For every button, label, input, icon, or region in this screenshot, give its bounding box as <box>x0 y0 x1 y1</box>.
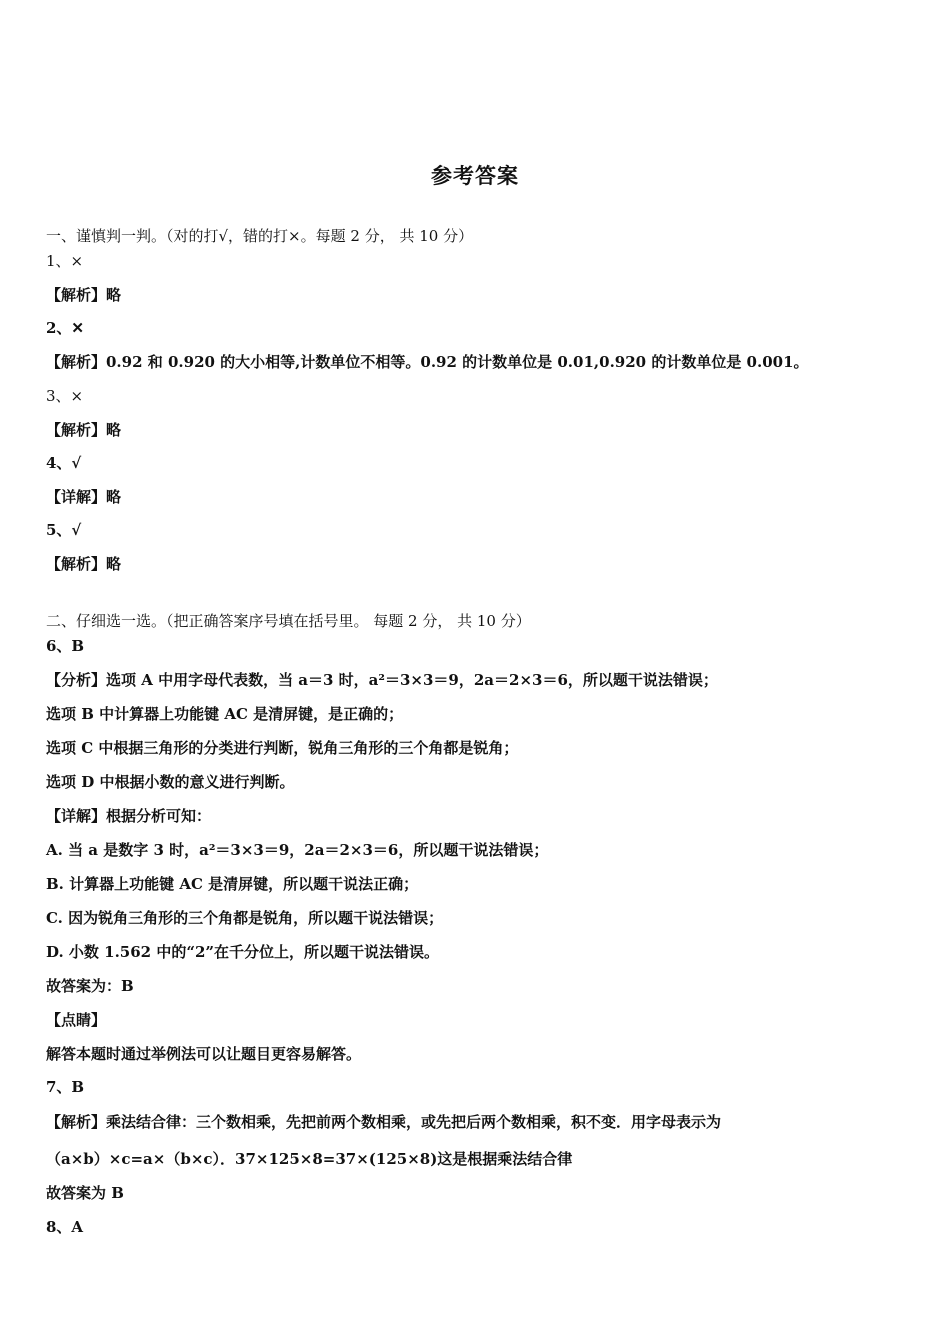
q6-tip: 解答本题时通过举例法可以让题目更容易解答。 <box>46 1045 362 1063</box>
q6-analysis-line: 选项 D 中根据小数的意义进行判断。 <box>46 773 295 791</box>
q1-answer: 1、× <box>46 252 84 270</box>
section1-heading: 一、谨慎判一判。（对的打√，错的打×。每题 2 分， 共 10 分） <box>46 227 474 245</box>
q7-final-answer: 故答案为 B <box>46 1184 124 1202</box>
q3-answer: 3、× <box>46 387 84 405</box>
q1-note: 【解析】略 <box>46 286 122 304</box>
q8-answer: 8、A <box>46 1218 84 1236</box>
q6-answer: 6、B <box>46 637 85 655</box>
q6-detail-line: A. 当 a 是数字 3 时，a²＝3×3＝9，2a＝2×3＝6，所以题干说法错误； <box>46 841 549 859</box>
q6-detail-line: B. 计算器上功能键 AC 是清屏键，所以题干说法正确； <box>46 875 419 893</box>
q6-final-answer: 故答案为：B <box>46 977 134 995</box>
q2-answer: 2、✕ <box>46 319 85 337</box>
q4-answer: 4、√ <box>46 454 82 472</box>
q5-note: 【解析】略 <box>46 555 122 573</box>
q6-analysis-line: 选项 B 中计算器上功能键 AC 是清屏键，是正确的； <box>46 705 404 723</box>
q3-note: 【解析】略 <box>46 421 122 439</box>
q6-detail-line: D. 小数 1.562 中的“2”在千分位上，所以题干说法错误。 <box>46 943 440 961</box>
q6-analysis-line: 选项 C 中根据三角形的分类进行判断，锐角三角形的三个角都是锐角； <box>46 739 519 757</box>
q4-note: 【详解】略 <box>46 488 122 506</box>
page-title: 参考答案 <box>431 163 519 188</box>
q6-tip-title: 【点睛】 <box>46 1011 107 1029</box>
q7-analysis-line: （a×b）×c=a×（b×c）．37×125×8=37×(125×8)这是根据乘法结合律 <box>46 1150 573 1168</box>
q6-detail-line: C. 因为锐角三角形的三个角都是锐角，所以题干说法错误； <box>46 909 444 927</box>
q7-answer: 7、B <box>46 1078 85 1096</box>
q6-detail-title: 【详解】根据分析可知： <box>46 807 212 825</box>
section2-heading: 二、仔细选一选。（把正确答案序号填在括号里。 每题 2 分， 共 10 分） <box>46 612 531 630</box>
q6-analysis-line: 【分析】选项 A 中用字母代表数，当 a＝3 时，a²＝3×3＝9，2a＝2×3＝6，所以题干说法错误； <box>46 671 718 689</box>
q5-answer: 5、√ <box>46 521 82 539</box>
q7-analysis-line: 【解析】乘法结合律：三个数相乘，先把前两个数相乘，或先把后两个数相乘，积不变．用字母表示为 <box>46 1113 722 1131</box>
q2-note: 【解析】0.92 和 0.920 的大小相等,计数单位不相等。0.92 的计数单位是 0.01,0.920 的计数单位是 0.001。 <box>46 353 809 371</box>
